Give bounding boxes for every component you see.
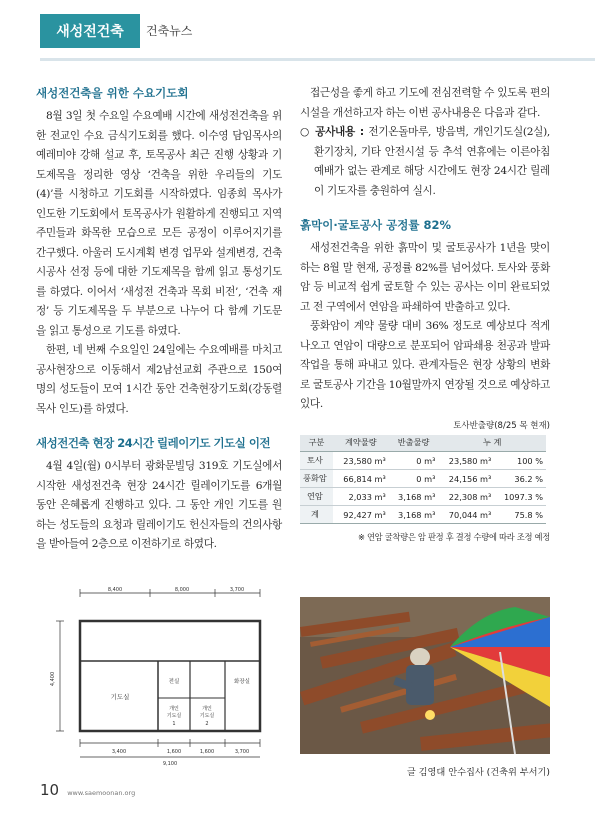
dimension-label: 3,700 [229,587,245,593]
table-header: 구분 [300,435,333,452]
soil-removal-table [300,435,546,525]
right-column [300,84,550,543]
table-cell: 2,033 m³ [333,488,389,506]
room-label: 기도실 [199,713,215,719]
floor-plan-drawing [40,583,280,768]
table-cell: 0 m³ [389,452,439,470]
page-footer [40,780,135,799]
table-row [300,488,546,506]
section-subtitle: 건축뉴스 [146,24,193,38]
dimension-label: 1,600 [166,749,182,755]
table-note: ※ 연암 굴착량은 암 판정 후 결정 수량에 따라 조정 예정 [357,532,550,542]
room-label: 기도실 [110,693,130,701]
table-cell: 계 [300,506,333,524]
header-rule [40,58,595,61]
room-label: 전실 [168,679,180,685]
dimension-label: 1,600 [199,749,215,755]
table-cell: 23,580 m³ [438,452,494,470]
room-label: 개인 [202,706,212,712]
dimension-label: 8,400 [107,587,123,593]
paragraph: 4월 4일(월) 0시부터 광화문빌딩 319호 기도실에서 시작한 새성전건축 현장 24시간 릴레이기도를 6개월 동안 은혜롭게 진행하고 있다. 그 동안 개인 기도를 원하는 성도들의 요청과 릴레이기도 헌신자들의 건의사항을 받아들여 2층으로 이전하기로 하였다. [36,460,282,550]
section-title-prayer-meeting: 새성전건축을 위한 수요기도회 [36,86,189,100]
room-label: 1 [172,721,176,727]
table-cell: 24,156 m³ [438,470,494,488]
paragraph: 8월 3일 첫 수요일 수요예배 시간에 새성전건축을 위한 전교인 수요 금식기도회를 했다. 이수영 담임목사의 예레미야 강해 설교 후, 토목공사 최근 진행 상황과 기도제목을 정리한 영상 ‘건축을 위한 우리들의 기도(4)’를 시청하고 기도회를 시작하였다. 임종희 목사가 인도한 기도회에서 토목공사가 원활하게 진행되고 지역 주민들과 화목한 모습으로 모든 공정이 이루어지기를 간구했다. 아울러 도시계획 변경 업무와 설계변경, 건축 시공사 선정 등에 대한 기도제목을 함께 읽고 통성기도를 하였다. 이어서 ‘새성전 건축과 목회 비전’, ‘건축 재정’ 등 기도제목을 두 부분으로 나누어 다 함께 기도문을 읽고 통성으로 기도를 하였다. [36,110,282,337]
bullet-text: 전기온돌마루, 방음벽, 개인기도실(2실), 환기장치, 기타 안전시설 등 추석 연휴에는 이른아침예배가 없는 관계로 해당 시간에도 현장 24시간 릴레이 기도자를 충원하여 실시. [314,126,550,197]
table-header: 반출물량 [389,435,439,452]
section-title-relay-prayer: 새성전건축 현장 24시간 릴레이기도 기도실 이전 [36,436,271,450]
left-column [36,85,282,555]
dimension-label: 3,700 [234,749,250,755]
table-cell: 66,814 m³ [333,470,389,488]
construction-site-photo [300,597,550,754]
table-cell: 75.8 % [494,506,546,524]
room-label: 화장실 [234,679,250,685]
author-credit: 글 김영대 안수집사 (건축위 부서기) [406,767,550,778]
table-header-row [300,435,546,452]
table-cell: 92,427 m³ [333,506,389,524]
table-row [300,470,546,488]
table-cell: 0 m³ [389,470,439,488]
room-label: 기도실 [166,713,182,719]
room-label: 2 [205,721,209,727]
table-header: 누 계 [438,435,546,452]
page-number: 10 [40,781,60,799]
dimension-label: 4,400 [50,671,56,687]
bullet-item [300,123,550,201]
table-cell: 토사 [300,452,333,470]
footer-url[interactable]: www.saemoonan.org [67,789,136,797]
room-label: 개인 [169,706,179,712]
bullet-circle-icon: ○ [300,126,316,138]
paragraph: 접근성을 좋게 하고 기도에 전심전력할 수 있도록 편의시설을 개선하고자 하는 이번 공사내용은 다음과 같다. [300,87,551,119]
table-row [300,452,546,470]
table-header: 계약물량 [333,435,389,452]
table-cell: 23,580 m³ [333,452,389,470]
table-cell: 3,168 m³ [389,488,439,506]
table-cell: 100 % [494,452,546,470]
bullet-label: 공사내용 : [315,126,364,138]
table-caption: 토사반출량(8/25 목 현재) [453,420,550,431]
table-cell: 22,308 m³ [438,488,494,506]
paragraph: 새성전건축을 위한 흙막이 및 굴토공사가 1년을 맞이하는 8월 말 현재, 공정률 82%를 넘어섰다. 토사와 풍화암 등 비교적 쉽게 굴토할 수 있는 공사는 이미 완료되었고 전 구역에서 연암을 파쇄하여 반출하고 있다. [300,242,550,313]
dimension-label: 8,000 [174,587,190,593]
table-cell: 70,044 m³ [438,506,494,524]
section-title-excavation: 흙막이·굴토공사 공정률 82% [300,218,451,232]
dimension-label: 9,100 [162,761,178,767]
paragraph: 한편, 네 번째 수요일인 24일에는 수요예배를 마치고 공사현장으로 이동해서 제2남선교회 주관으로 150여명의 성도들이 모여 1시간 동안 건축현장기도회(강동렬 목사 인도)를 하였다. [36,344,282,415]
section-tab: 새성전건축 [40,14,140,48]
table-cell: 36.2 % [494,470,546,488]
page-header [0,0,595,60]
table-row [300,506,546,524]
table-cell: 풍화암 [300,470,333,488]
dimension-label: 3,400 [111,749,127,755]
table-cell: 1097.3 % [494,488,546,506]
table-cell: 3,168 m³ [389,506,439,524]
paragraph: 풍화암이 계약 물량 대비 36% 정도로 예상보다 적게 나오고 연암이 대량으로 분포되어 암파쇄용 천공과 발파 작업을 통해 파내고 있다. 관계자들은 현장 상황의 변화로 굴토공사 기간을 10월말까지 연장될 것으로 예상하고 있다. [300,320,550,410]
table-cell: 연암 [300,488,333,506]
